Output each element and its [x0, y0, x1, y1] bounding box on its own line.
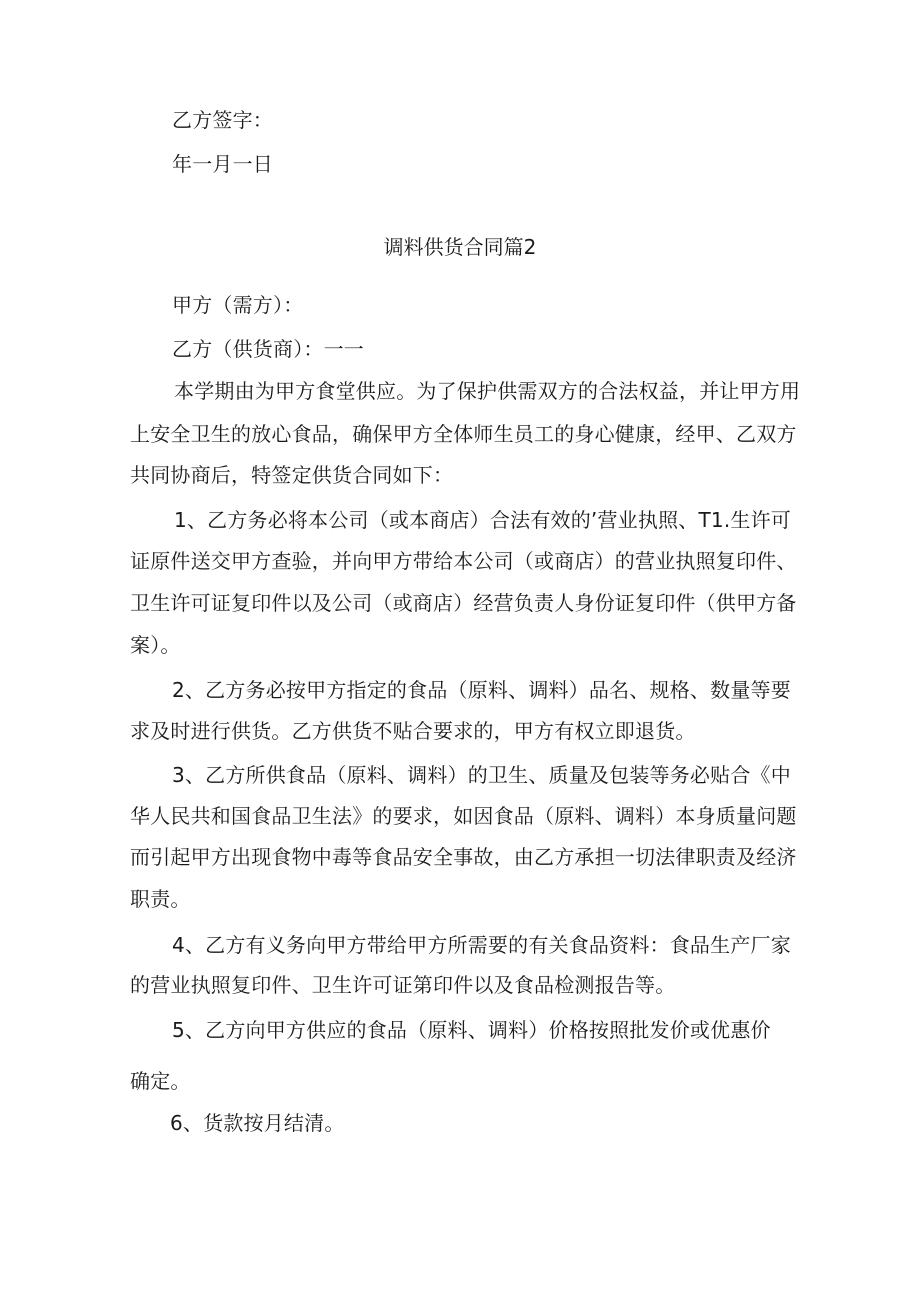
paragraph-line: 5、乙方向甲方供应的食品（原料、调料）价格按照批发价或优惠价 [172, 1018, 771, 1042]
paragraph-line: 共同协商后，特签定供货合同如下： [130, 463, 454, 487]
paragraph-line: 的营业执照复印件、卫生许可证第印件以及食品检测报告等。 [130, 973, 676, 997]
paragraph-line: 求及时进行供货。乙方供货不贴合要求的，甲方有权立即退货。 [130, 719, 696, 743]
paragraph-line: 而引起甲方出现食物中毒等食品安全事故，由乙方承担一切法律职责及经济 [130, 845, 797, 869]
paragraph-line: 上安全卫生的放心食品，确保甲方全体师生员工的身心健康，经甲、乙双方 [130, 422, 797, 446]
paragraph-line: 本学期由为甲方食堂供应。为了保护供需双方的合法权益，并让甲方用 [174, 379, 801, 403]
paragraph-line: 华人民共和国食品卫生法》的要求，如因食品（原料、调料）本身质量问题 [130, 804, 797, 828]
paragraph-line: 4、乙方有义务向甲方带给甲方所需要的有关食品资料：食品生产厂家 [172, 933, 791, 957]
paragraph-line: 1、乙方务必将本公司（或本商店）合法有效的’营业执照、T1.生许可 [174, 508, 791, 532]
paragraph-line: 卫生许可证复印件以及公司（或商店）经营负责人身份证复印件（供甲方备 [130, 591, 797, 615]
paragraph-line: 案）。 [130, 633, 181, 657]
paragraph-line: 3、乙方所供食品（原料、调料）的卫生、质量及包装等务必贴合《中 [172, 763, 791, 787]
paragraph-line: 确定。 [130, 1069, 191, 1093]
paragraph-line: 证原件送交甲方查验，并向甲方带给本公司（或商店）的营业执照复印件、 [130, 549, 797, 573]
clause-6: 6、货款按月结清。 [170, 1111, 345, 1135]
paragraph-line: 职责。 [130, 887, 191, 911]
party-b-line: 乙方（供货商）：一一 [172, 337, 364, 361]
party-a-line: 甲方（需方）： [172, 293, 304, 317]
paragraph-line: 2、乙方务必按甲方指定的食品（原料、调料）品名、规格、数量等要 [172, 678, 791, 702]
party-b-signature-label: 乙方签字： [172, 108, 273, 132]
signature-date: 年一月一日 [172, 152, 273, 176]
contract-title: 调料供货合同篇2 [383, 235, 537, 259]
